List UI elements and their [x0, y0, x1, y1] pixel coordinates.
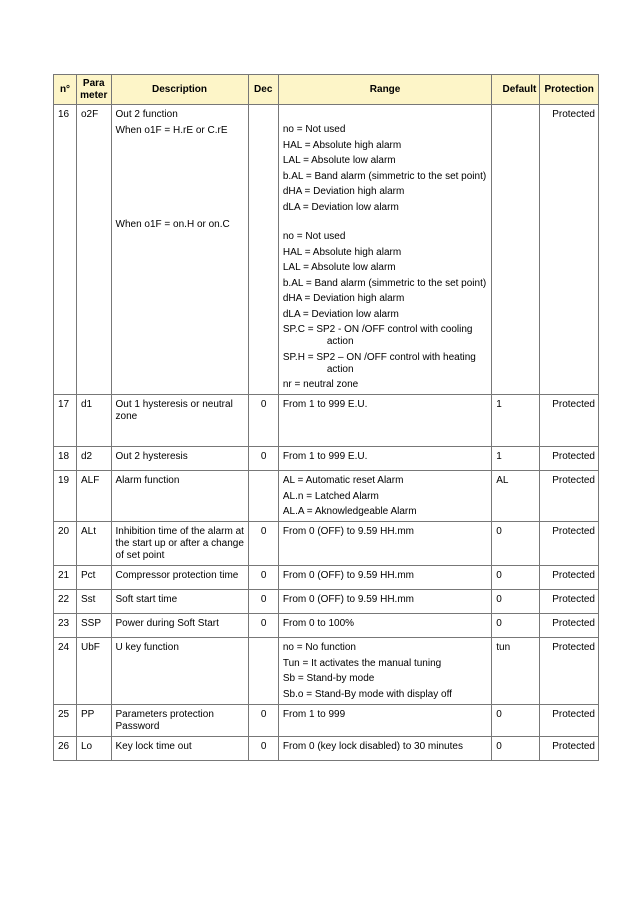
cell-range: From 0 (key lock disabled) to 30 minutes [278, 736, 491, 760]
cell-default: 0 [492, 522, 540, 566]
cell-param: Pct [77, 566, 112, 590]
range-item: nr = neutral zone [282, 379, 359, 390]
cell-range: From 0 to 100% [278, 614, 491, 638]
range-item: b.AL = Band alarm (simmetric to the set point) [282, 277, 487, 289]
cell-range: From 0 (OFF) to 9.59 HH.mm [278, 566, 491, 590]
cell-param: ALt [77, 522, 112, 566]
cell-default: 0 [492, 590, 540, 614]
header-row [54, 75, 599, 105]
header-default: Default [492, 75, 540, 105]
header-protection: Protection [540, 75, 599, 105]
cell-protection: Protected [540, 566, 599, 590]
cell-dec: 0 [248, 447, 278, 471]
table-row [54, 590, 599, 614]
cell-no: 24 [54, 638, 77, 705]
header-no: n° [54, 75, 77, 105]
cell-desc: Soft start time [111, 590, 248, 614]
cell-default: 0 [492, 614, 540, 638]
cell-default: AL [492, 471, 540, 522]
header-description: Description [111, 75, 248, 105]
cell-desc: Out 1 hysteresis or neutral zone [111, 395, 248, 447]
cell-default: tun [492, 638, 540, 705]
cell-desc: U key function [111, 638, 248, 705]
cell-protection: Protected [540, 471, 599, 522]
cell-range: From 1 to 999 E.U. [278, 395, 491, 447]
cell-protection: Protected [540, 522, 599, 566]
range-item: LAL = Absolute low alarm [282, 155, 396, 166]
sph-continuation: action [326, 363, 354, 375]
cell-protection: Protected [540, 105, 599, 395]
range-item: AL.n = Latched Alarm [282, 490, 379, 502]
cell-no: 25 [54, 704, 77, 736]
spc-continuation: action [326, 336, 354, 347]
table-row [54, 704, 599, 736]
range-item: HAL = Absolute high alarm [282, 246, 402, 258]
cell-dec: 0 [248, 704, 278, 736]
cell-default: 1 [492, 395, 540, 447]
cell-protection: Protected [540, 590, 599, 614]
sph-text: SP.H = SP2 – ON /OFF control with heating [282, 351, 476, 363]
cell-param: Lo [77, 736, 112, 760]
header-dec: Dec [248, 75, 278, 105]
cell-desc: Parameters protection Password [111, 704, 248, 736]
range-item: no = Not used [282, 124, 346, 135]
table-row [54, 522, 599, 566]
cell-default: 0 [492, 704, 540, 736]
cell-dec [248, 105, 278, 395]
cell-range [278, 105, 491, 395]
cell-protection: Protected [540, 395, 599, 447]
range-item: dHA = Deviation high alarm [282, 186, 405, 197]
cell-default: 0 [492, 736, 540, 760]
header-parameter: Para meter [77, 75, 112, 105]
cell-param: UbF [77, 638, 112, 705]
cell-desc: Key lock time out [111, 736, 248, 760]
cell-dec [248, 471, 278, 522]
cell-param: SSP [77, 614, 112, 638]
range-item: Tun = It activates the manual tuning [282, 657, 442, 669]
cell-dec: 0 [248, 736, 278, 760]
cell-default: 1 [492, 447, 540, 471]
table-row [54, 614, 599, 638]
range-item-spc [283, 324, 488, 348]
table-row [54, 395, 599, 447]
range-item: LAL = Absolute low alarm [282, 262, 396, 273]
cell-no: 20 [54, 522, 77, 566]
table-row [54, 566, 599, 590]
cell-no: 17 [54, 395, 77, 447]
cell-no: 23 [54, 614, 77, 638]
cell-range: From 0 (OFF) to 9.59 HH.mm [278, 590, 491, 614]
cell-no: 26 [54, 736, 77, 760]
cell-param: d2 [77, 447, 112, 471]
cell-range: From 1 to 999 E.U. [278, 447, 491, 471]
range-item: dLA = Deviation low alarm [282, 201, 399, 213]
cell-desc [111, 105, 248, 395]
cell-dec: 0 [248, 395, 278, 447]
range-item-sph [283, 352, 488, 376]
cell-protection: Protected [540, 638, 599, 705]
range-item: AL.A = Aknowledgeable Alarm [282, 506, 417, 517]
cell-desc: Out 2 hysteresis [111, 447, 248, 471]
desc-condition-1: When o1F = H.rE or C.rE [115, 124, 228, 136]
cell-desc: Alarm function [111, 471, 248, 522]
spc-text: SP.C = SP2 - ON /OFF control with cooling [282, 324, 473, 335]
cell-no: 16 [54, 105, 77, 395]
cell-dec: 0 [248, 566, 278, 590]
range-item: b.AL = Band alarm (simmetric to the set point) [282, 170, 487, 182]
cell-param: d1 [77, 395, 112, 447]
cell-protection: Protected [540, 736, 599, 760]
cell-range [278, 471, 491, 522]
table-row [54, 471, 599, 522]
cell-desc: Compressor protection time [111, 566, 248, 590]
cell-no: 19 [54, 471, 77, 522]
cell-default [492, 105, 540, 395]
cell-desc: Power during Soft Start [111, 614, 248, 638]
table-row [54, 447, 599, 471]
table-row [54, 736, 599, 760]
range-item: Sb.o = Stand-By mode with display off [282, 688, 452, 700]
cell-protection: Protected [540, 447, 599, 471]
cell-dec: 0 [248, 522, 278, 566]
cell-param: Sst [77, 590, 112, 614]
cell-default: 0 [492, 566, 540, 590]
header-range: Range [278, 75, 491, 105]
range-item: dHA = Deviation high alarm [282, 293, 405, 304]
cell-no: 21 [54, 566, 77, 590]
range-item: HAL = Absolute high alarm [282, 139, 402, 151]
cell-no: 18 [54, 447, 77, 471]
cell-dec: 0 [248, 614, 278, 638]
range-item: dLA = Deviation low alarm [282, 308, 399, 320]
range-item: AL = Automatic reset Alarm [282, 475, 404, 486]
table-row [54, 105, 599, 395]
cell-desc: Inhibition time of the alarm at the start up or after a change of set point [111, 522, 248, 566]
cell-param: PP [77, 704, 112, 736]
range-item: Sb = Stand-by mode [282, 673, 375, 684]
cell-range: From 1 to 999 [278, 704, 491, 736]
range-item: no = Not used [282, 231, 346, 242]
desc-condition-2: When o1F = on.H or on.C [115, 219, 230, 230]
desc-title: Out 2 function [115, 109, 178, 120]
range-item: no = No function [282, 642, 356, 653]
cell-protection: Protected [540, 704, 599, 736]
cell-protection: Protected [540, 614, 599, 638]
cell-range [278, 638, 491, 705]
cell-dec [248, 638, 278, 705]
cell-no: 22 [54, 590, 77, 614]
cell-range: From 0 (OFF) to 9.59 HH.mm [278, 522, 491, 566]
parameter-table [53, 74, 599, 761]
cell-param: o2F [77, 105, 112, 395]
cell-dec: 0 [248, 590, 278, 614]
table-row [54, 638, 599, 705]
cell-param: ALF [77, 471, 112, 522]
